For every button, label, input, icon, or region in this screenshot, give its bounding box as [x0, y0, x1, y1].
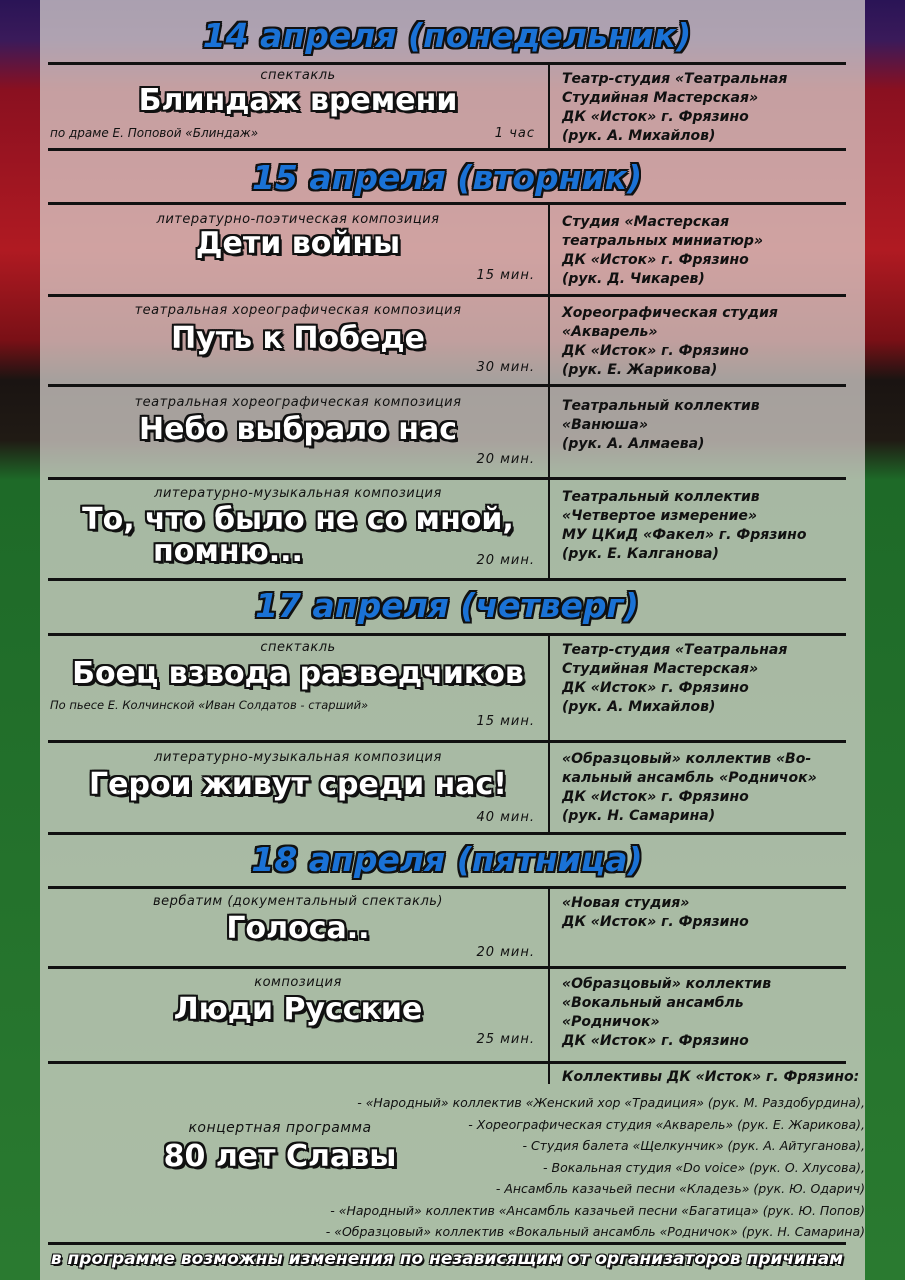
divider [48, 477, 846, 480]
footer-disclaimer: в программе возможны изменения по независящим от организаторов причинам [50, 1249, 844, 1269]
event-title: Небо выбрало нас [138, 412, 458, 447]
event-title-line2: помню... [153, 534, 303, 569]
participant: - Вокальная студия «Do voice» (рук. О. Хлусова), [543, 1159, 865, 1175]
divider [48, 578, 846, 581]
divider [48, 384, 846, 387]
event-organizer: Театр-студия «Театральная Студийная Мастерская» ДК «Исток» г. Фрязино (рук. А. Михайлов) [562, 642, 788, 715]
event-organizer: «Образцовый» коллектив «Во- кальный ансамбль «Родничок» ДК «Исток» г. Фрязино (рук. Н. Самарина) [562, 751, 817, 824]
participant: - «Народный» коллектив «Женский хор «Традиция» (рук. М. Раздобурдина), [357, 1095, 865, 1110]
divider [48, 294, 846, 297]
event-organizer: «Образцовый» коллектив «Вокальный ансамбль «Родничок» ДК «Исток» г. Фрязино [562, 976, 772, 1049]
event-title: Голоса.. [226, 911, 370, 946]
concert-kind: концертная программа [188, 1120, 372, 1136]
divider [48, 740, 846, 743]
event-organizer: Студия «Мастерская театральных миниатюр» ДК «Исток» г. Фрязино (рук. Д. Чикарев) [562, 214, 764, 287]
event-title: То, что было не со мной, [82, 502, 514, 537]
event-organizer: Театральный коллектив «Ванюша» (рук. А. Алмаева) [562, 398, 760, 452]
event-organizer: Хореографическая студия «Акварель» ДК «Исток» г. Фрязино (рук. Е. Жарикова) [562, 305, 778, 378]
divider [48, 202, 846, 205]
divider [48, 1061, 846, 1064]
event-title: Люди Русские [173, 992, 423, 1027]
event-title: Боец взвода разведчиков [72, 656, 524, 691]
column-divider [548, 62, 550, 150]
event-kind: спектакль [260, 640, 336, 655]
participant: - «Народный» коллектив «Ансамбль казачьей песни «Багатица» (рук. Ю. Попов) [330, 1202, 865, 1218]
event-duration: 25 мин. [476, 1032, 535, 1047]
divider [48, 832, 846, 835]
divider [48, 148, 846, 151]
date-heading: 17 апреля (четверг) [255, 586, 639, 625]
date-heading: 18 апреля (пятница) [251, 840, 643, 879]
event-kind: театральная хореографическая композиция [134, 395, 462, 410]
participant: - Студия балета «Щелкунчик» (рук. А. Айтуганова), [522, 1138, 865, 1153]
date-heading: 15 апреля (вторник) [251, 158, 643, 197]
event-organizer: Театр-студия «Театральная Студийная Мастерская» ДК «Исток» г. Фрязино (рук. А. Михайлов) [562, 71, 788, 144]
participant: - Ансамбль казачьей песни «Кладезь» (рук. Ю. Одарич) [495, 1181, 865, 1196]
event-duration: 15 мин. [476, 268, 535, 283]
event-duration: 20 мин. [476, 452, 535, 467]
event-kind: литературно-музыкальная композиция [154, 750, 442, 765]
concert-title: 80 лет Славы [163, 1139, 397, 1174]
event-title: Блиндаж времени [138, 83, 458, 118]
event-kind: литературно-поэтическая композиция [156, 212, 440, 227]
concert-participants [326, 1092, 865, 1243]
event-kind: театральная хореографическая композиция [134, 303, 462, 318]
event-duration: 20 мин. [476, 553, 535, 568]
divider [48, 62, 846, 65]
participant: - Хореографическая студия «Акварель» (рук. Е. Жарикова), [468, 1116, 865, 1132]
concert-heading: Коллективы ДК «Исток» г. Фрязино: [562, 1069, 860, 1085]
event-kind: вербатим (документальный спектакль) [152, 894, 443, 909]
event-organizer: Театральный коллектив «Четвертое измерение» МУ ЦКиД «Факел» г. Фрязино (рук. Е. Калганова) [562, 489, 807, 562]
divider [48, 633, 846, 636]
event-title: Путь к Победе [171, 321, 425, 356]
event-duration: 1 час [494, 126, 535, 141]
event-title: Дети войны [195, 226, 401, 261]
event-duration: 40 мин. [476, 810, 535, 825]
event-kind: литературно-музыкальная композиция [154, 486, 442, 501]
divider [48, 886, 846, 889]
event-duration: 20 мин. [476, 945, 535, 960]
column-divider [548, 633, 550, 834]
divider [48, 966, 846, 969]
event-duration: 15 мин. [476, 714, 535, 729]
event-duration: 30 мин. [476, 360, 535, 375]
event-title: Герои живут среди нас! [89, 767, 507, 802]
column-divider [548, 886, 550, 1081]
event-kind: композиция [254, 975, 342, 990]
event-kind: спектакль [260, 68, 336, 83]
column-divider [548, 1062, 550, 1084]
participant: - «Образцовый» коллектив «Вокальный ансамбль «Родничок» (рук. Н. Самарина) [325, 1224, 865, 1239]
event-note: по драме Е. Поповой «Блиндаж» [50, 126, 259, 140]
column-divider [548, 202, 550, 580]
event-organizer: «Новая студия» ДК «Исток» г. Фрязино [562, 895, 749, 930]
event-note: По пьесе Е. Колчинской «Иван Солдатов - старший» [50, 698, 369, 712]
date-heading: 14 апреля (понедельник) [202, 16, 692, 55]
